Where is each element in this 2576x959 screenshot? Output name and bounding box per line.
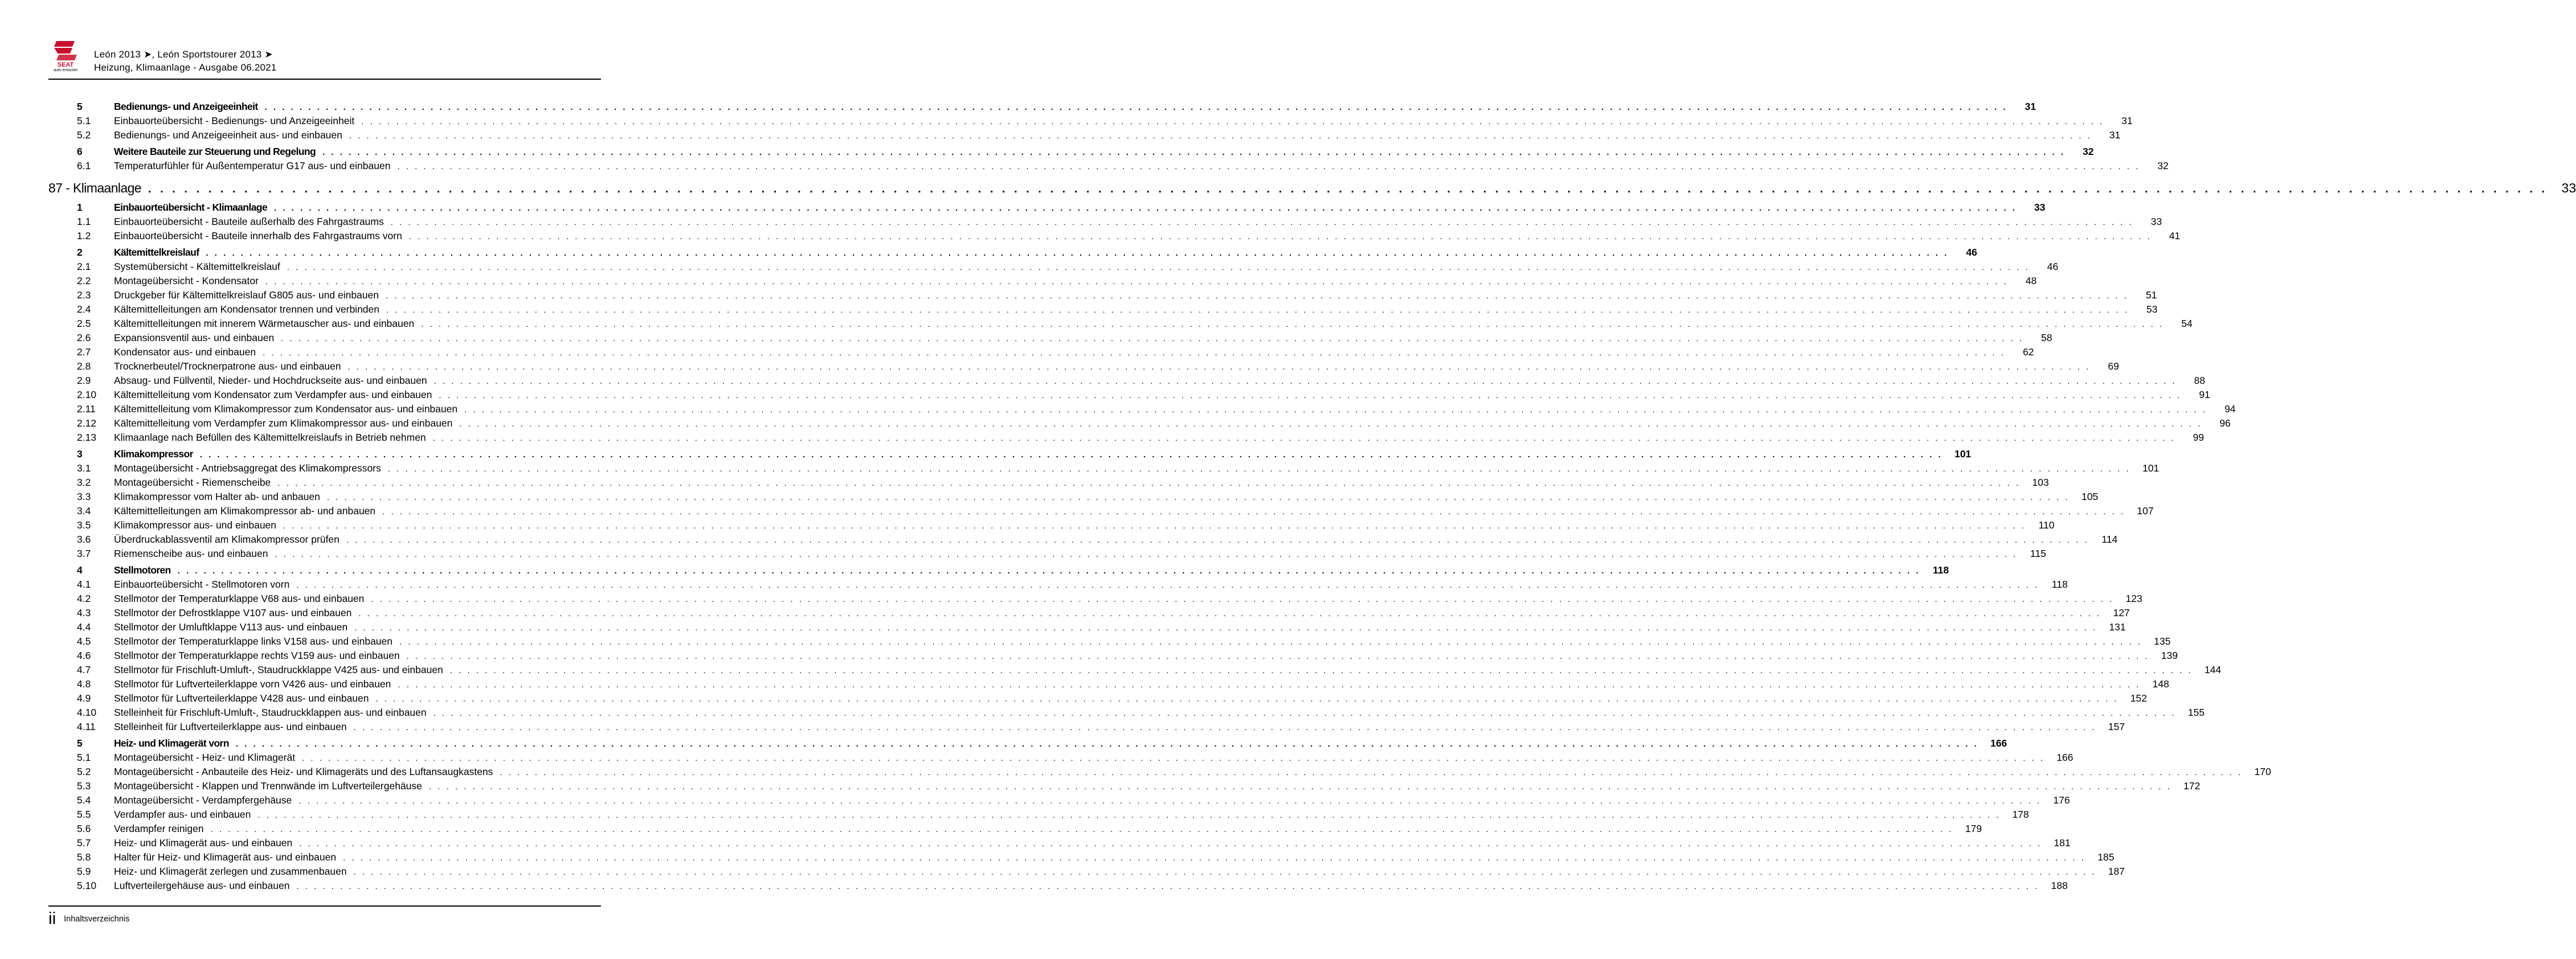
toc-entry-number: 4.10 [77, 707, 97, 718]
toc-entry[interactable] [48, 736, 2007, 751]
toc-entry-number: 4.1 [77, 579, 91, 590]
toc-entry-page: 118 [1932, 564, 1949, 576]
toc-leader-dots: . . . . . . . . . . . . . . . . . . . . . . . . . . . . . . . . . . . . . . . . . . . . . . . . . . . . . . . . . . . . . . . . . . . . . . . . . . . . . . . . . . . . . . . . . . . . . . . . . . . . . . . . . . . . . . . . . . . . . . . . . . . . . . . . . . . . . . . . . . . . . . . . . . . . . . . . . . . . . . . . . . . . . . . . . . . . . . . . . . . . . . . . . . . . . . . . . . . . . . . . [206, 248, 1949, 258]
toc-leader-dots: . . . . . . . . . . . . . . . . . . . . . . . . . . . . . . . . . . . . . . . . . . . . . . . . . . . . . . . . . . . . . . . . . . . . . . . . . . . . . . . . . . . . . . . . . . . . . . . . . . . . . . . . . . . . . . . . . . . . . . . . . . . . . . . . . . . . . . . . . . . . . . . . . . . . . . . . . . . . . . . . . . . . . . . . . . . . . . . . . . . . . . . . . . . . . . . . . . . . . . . . [385, 291, 2129, 301]
toc-entry-page: 135 [2154, 636, 2171, 647]
toc-entry-title: Kondensator aus- und einbauen [114, 346, 256, 358]
toc-entry-page: 46 [2047, 261, 2059, 272]
toc-leader-dots: . . . . . . . . . . . . . . . . . . . . . . . . . . . . . . . . . . . . . . . . . . . . . . . . . . . . . . . . . . . . . . . . . . . . . . . . . . . . . . . . . . . . . . . . . . . . . . . . . . . . . . . . . . . . . . . . . . . . . . . . . . . . . . . . . . . . . . . . . . . . . . . . . . . . . . . . . . . . . . . . . . . . . . . . . . . . . . . . . . . . . . . . . . . . . . . . . . . . . . . . [257, 810, 2001, 820]
toc-entry-number: 2.5 [77, 318, 91, 329]
toc-entry[interactable] [48, 751, 2074, 765]
toc-entry[interactable] [48, 345, 2034, 359]
toc-entry[interactable] [48, 836, 2071, 850]
toc-entry[interactable] [48, 577, 2068, 592]
footer-label: Inhaltsverzeichnis [64, 914, 130, 924]
toc-entry-page: 144 [2204, 664, 2222, 675]
toc-entry-title: Montageübersicht - Heiz- und Klimagerät [114, 752, 296, 763]
toc-entry-page: 152 [2130, 692, 2147, 704]
toc-entry[interactable] [48, 145, 2094, 159]
toc-entry-number: 3.7 [77, 548, 91, 559]
toc-entry-title: Stellmotor für Luftverteilerklappe vorn V426 aus- und einbauen [114, 678, 391, 690]
toc-entry-title: Absaug- und Füllventil, Nieder- und Hochdruckseite aus- und einbauen [114, 375, 427, 386]
toc-leader-dots: . . . . . . . . . . . . . . . . . . . . . . . . . . . . . . . . . . . . . . . . . . . . . . . . . . . . . . . . . . . . . . . . . . . . . . . . . . . . . . . . . . . . . . . . . . . . . . . . . . . . . . . . . . . . . . . . . . . . . . . . . . . . . . . . . . . . . . . . . . . . . . . . . . . . . . . . . . . . . . . . . . . . . . . . . . . . . . . . . . . . . . . . . . . . . . . . . . . . . . . . [177, 566, 1921, 576]
toc-entry[interactable] [48, 808, 2029, 822]
toc-entry-title: 87 - Klimaanlage [48, 181, 142, 195]
toc-entry-title: Montageübersicht - Kondensator [114, 275, 259, 286]
toc-entry-title: Halter für Heiz- und Klimagerät aus- und einbauen [114, 851, 337, 863]
toc-entry-number: 6 [77, 146, 83, 157]
toc-entry-number: 5.9 [77, 866, 91, 877]
toc-entry-number: 5.1 [77, 115, 91, 126]
toc-entry-number: 3 [77, 448, 83, 460]
toc-leader-dots: . . . . . . . . . . . . . . . . . . . . . . . . . . . . . . . . . . . . . . . . . . . . . . . . . . . . . . . . . . . . . . . . . . . . . . . . . . . . . . . . . . . . . . . . . . . . . . . . . . . . . . . . . . . . . . . . . . . . . . . . . . . . . . . . . . . . . . . . . . . . . . . . . . . . . . . . . . . . . . . . . . . . . . . . . . . . . . . . . . . . . . . . . . . . . . . . . . . . . . . . [428, 782, 2172, 792]
toc-leader-dots: . . . . . . . . . . . . . . . . . . . . . . . . . . . . . . . . . . . . . . . . . . . . . . . . . . . . . . . . . . . . . . . . . . . . . . . . . . . . . . . . . . . . . . . . . . . . . . . . . . . . . . . . . . . . . . . . . . . . . . . . . . . . . . . . . . . . . . . . . . . . . . . . . . . . . . . . . . . . . . . . . . . . . . . . . . . . . . . . . . . . . . . . . . . . . . . . . . . . . . . . [283, 521, 2026, 531]
toc-entry-title: Montageübersicht - Antriebsaggregat des Klimakompressors [114, 462, 381, 474]
toc-leader-dots: . . . . . . . . . . . . . . . . . . . . . . . . . . . . . . . . . . . . . . . . . . . . . . . . . . . . . . . . . . . . . . . . . . . . . . . . . . . . . . . . . . . . . . . . . . . . . . . . . . . . . . . . . . . . . . . . . . . . . . . . . . . . . . . . . . . . . . . . . . . . . . . . . . . . . . . . . . . . . . . . . . . . . . . . . . . . . . . . . . . . . . . . . . . . . . . . . . . . . . . . [406, 651, 2149, 661]
toc-entry-number: 4.6 [77, 650, 91, 661]
toc-entry[interactable] [48, 663, 2222, 677]
toc-entry[interactable] [48, 388, 2210, 402]
toc-entry-number: 2.13 [77, 432, 97, 443]
toc-entry-number: 1.2 [77, 230, 91, 241]
toc-entry[interactable] [48, 229, 2181, 243]
toc-entry-page: 139 [2161, 650, 2178, 661]
toc-entry-number: 2.11 [77, 403, 96, 415]
toc-entry-page: 33 [2034, 202, 2046, 213]
page-number: ii [48, 909, 56, 928]
table-of-contents [48, 97, 2576, 893]
toc-entry[interactable] [48, 331, 2052, 345]
toc-entry-page: 69 [2108, 360, 2119, 372]
toc-entry-page: 178 [2012, 809, 2029, 820]
toc-entry-number: 4.8 [77, 678, 91, 690]
toc-leader-dots: . . . . . . . . . . . . . . . . . . . . . . . . . . . . . . . . . . . . . . . . . . . . . . . . . . . . . . . . . . . . . . . . . . . . . . . . . . . . . . . . . . . . . . . . . . . . . . . . . . . . . . . . . . . . . . . . . . . . . . . . . . . . . . . . . . . . . . . . . . . . . . . . . . . . . . . . . . . . . . . . . . . . . . . . . . . . . . . . . . . . . . . . . . . . . . . . . . . . . . . . [322, 147, 2066, 157]
toc-entry-page: 131 [2109, 621, 2126, 633]
toc-leader-dots: . . . . . . . . . . . . . . . . . . . . . . . . . . . . . . . . . . . . . . . . . . . . . . . . . . . . . . . . . . . . . . . . . . . . . . . . . . . . . . . . . . . . . . . . . . . . . . . . . . . . . . . . . . . . . . . . . . . . . . . . . . . . . . . . . . . . . . . . . . . . . . . . . . . . . . . . . . . . . . . . . . . . . . . . . . . . . . . . . . . . . . . . . . . . . . . . . . . . . . . . [459, 419, 2202, 429]
toc-entry-number: 2 [77, 247, 83, 258]
toc-entry-page: 176 [2053, 794, 2070, 806]
toc-entry-page: 127 [2113, 607, 2130, 618]
logo-subtext: auto emoción [53, 68, 78, 72]
toc-entry-title: Einbauorteübersicht - Bedienungs- und Anzeigeeinheit [114, 115, 355, 126]
toc-entry-page: 31 [2121, 115, 2133, 126]
toc-entry-title: Kältemittelleitung vom Klimakompressor zum Kondensator aus- und einbauen [114, 403, 458, 415]
toc-entry-page: 185 [2097, 851, 2115, 863]
toc-entry-title: Stellmotor der Temperaturklappe V68 aus- und einbauen [114, 593, 365, 604]
toc-entry[interactable] [48, 114, 2133, 128]
toc-entry-page: 166 [2056, 752, 2074, 763]
toc-leader-dots: . . . . . . . . . . . . . . . . . . . . . . . . . . . . . . . . . . . . . . . . . . . . . . . . . . . . . . . . . . . . . . . . . . . . . . . . . . . . . . . . . . . . . . . . . . . . . . . . . . . . . . . . . . . . . . . . . . . . . . . . . . . . . . . . . . . . . . . . . . . . . . . . . . . . . . . . . . . . . . . . . . . . . . . . . . . . . . . . . . . . . . . . . . . . . . . . . . . . . . . . [500, 768, 2243, 777]
toc-entry-number: 1.1 [77, 216, 91, 227]
toc-leader-dots: . . . . . . . . . . . . . . . . . . . . . . . . . . . . . . . . . . . . . . . . . . . . . . . . . . . . . . . . . . . . . . . . . . . . . . . . . . . . . . . . . . . . . . . . . . . . . . . . . . . . . . . . . . . . . . . . . . . . . . . . . . . . . . . . . . . . . . . . . . . . . . . . . . . . . . . . . . . . . . . . . . . . . . . . . . . . . . . . . . . . . . . . . . . . . . . . . . . . . . . . [274, 203, 2017, 213]
toc-leader-dots: . . . . . . . . . . . . . . . . . . . . . . . . . . . . . . . . . . . . . . . . . . . . . . . . . . . . . . . . . . . . . . . . . . . . . . . . . . . . . . . . . . . . . . . . . . . . . . . . . . . . . . . . . . . . . . . . . . . . . . . . . . . . . . . . . . . . . . . . . . . . . . . . . . . . . . . . . . . . . . . . . . . . . . . . . . . . . . . . . . . . . . . . . . . . . . . . . . . . . . . . [433, 708, 2176, 718]
toc-entry-title: Riemenscheibe aus- und einbauen [114, 548, 268, 559]
toc-entry-page: 33 [2561, 181, 2576, 195]
toc-entry-page: 157 [2108, 721, 2125, 732]
toc-entry-number: 2.3 [77, 289, 91, 301]
toc-leader-dots: . . . . . . . . . . . . . . . . . . . . . . . . . . . . . . . . . . . . . . . . . . . . . . . . . . . . . . . . . . . . . . . . . . . . . . . . . . . . . . . . . . . . . . . . . . . . . . . . . . . . . . . . . . . . . . . . . . . . . . . . . . . . . . . . . . . . . . . . . . . . . . . . . . . . . . . . . . . . . . . . . . . . . . . . . . . . . . . . . . . . . . . . . . . . . . . . . . . . . . . . [361, 117, 2104, 126]
toc-entry-page: 170 [2254, 766, 2271, 777]
toc-entry-page: 96 [2219, 417, 2231, 429]
toc-entry[interactable] [48, 215, 2162, 229]
toc-entry-title: Expansionsventil aus- und einbauen [114, 332, 275, 343]
toc-entry[interactable] [48, 592, 2142, 606]
toc-entry-page: 181 [2054, 837, 2071, 849]
toc-entry-title: Einbauorteübersicht - Stellmotoren vorn [114, 579, 290, 590]
toc-entry-title: Einbauorteübersicht - Klimaanlage [114, 202, 268, 213]
toc-entry-page: 103 [2032, 477, 2049, 488]
toc-entry[interactable] [48, 159, 2169, 173]
toc-entry-title: Kältemittelleitung vom Kondensator zum Verdampfer aus- und einbauen [114, 389, 432, 400]
toc-entry-number: 4.4 [77, 621, 91, 633]
toc-leader-dots: . . . . . . . . . . . . . . . . . . . . . . . . . . . . . . . . . . . . . . . . . . . . . . . . . . . . . . . . . . . . . . . . . . . . . . . . . . . . . . . . . . . . . . . . . . . . . . . . . . . . . . . . . . . . . . . . . . . . . . . . . . . . . . . . . . . . . . . . . . . . . . . . . . . . . . . . . . . . . . . . . . . . . . . . . . . . . . . . . . . . . . . . . . . . . . . . . . . . . . . . [353, 723, 2096, 732]
toc-entry[interactable] [48, 359, 2119, 374]
toc-entry-number: 4.7 [77, 664, 91, 675]
toc-entry-page: 166 [1990, 737, 2007, 749]
toc-entry-page: 148 [2152, 678, 2169, 690]
toc-leader-dots: . . . . . . . . . . . . . . . . . . . . . . . . . . . . . . . . . . . . . . . . . . . . . . . . . . . . . . . . . . . . . . . . . . . . . . . . . . . . . . . . . . . . . . . . . . . . . . . . . . . . . . . . . . . . . . . . . . . . . . . . . . . . . . . . . . . . . . . . . . . . . . . . . . . . . . . . . . . . . . . . . . . . . . . . . . . . . . . . . . . . . . . . . . . . . . . . . . . . . . . . [343, 853, 2086, 863]
seat-logo [48, 40, 83, 72]
toc-entry-page: 91 [2199, 389, 2210, 400]
toc-entry[interactable] [48, 850, 2115, 864]
toc-entry-page: 118 [2051, 579, 2068, 590]
toc-leader-dots: . . . . . . . . . . . . . . . . . . . . . . . . . . . . . . . . . . . . . . . . . . . . . . . . . . . . . . . . . . . . . . . . . . . . . . . . . . . . . . . . . . . . . . . . . . . . . . . . . . . . . . . . . . . . . . . . . . . . . . . . . . . . . . . . . . . . . . . . . . . . . . . . . . . . . . . . . . . . . . . . . . . . . . . . . . . . . . . . . . . . . . . . . . . . . . . . . . . . . . . . [371, 595, 2114, 604]
toc-leader-dots: . . . . . . . . . . . . . . . . . . . . . . . . . . . . . . . . . . . . . . . . . . . . . . . . . . . . . . . . . . . . . . . . . . . . . . . . . . . . . . . . . . . . . . . . . . . . . . . . . . . . . . . . . . . . . . . . . . . . . . . . . . . . . . . . . . . . . . . . . . . . . . . . . . . . . . . . . . . . . . . . . . . . . . . . . . . . . . . . . . . . . . . . . . . . . . . . . . . . . . . . [265, 277, 2009, 286]
toc-entry-title: Druckgeber für Kältemittelkreislauf G805 aus- und einbauen [114, 289, 379, 301]
toc-entry-title: Temperaturfühler für Außentemperatur G17 aus- und einbauen [114, 160, 391, 171]
toc-entry-number: 3.5 [77, 519, 91, 531]
toc-leader-dots: . . . . . . . . . . . . . . . . . . . . . . . . . . . . . . . . . . . . . . . . . . . . . . . . . . . . . . . . . . . . . . . . . . . . . . . . . . . . . . . . . . . . . . . . . . . . . . . . . . . . . . . . . . . . . . . . . . . . . . . . . . . . . . . . . . . . . . . . . . . . . . . . . . . . . . . . . . . . . . . . . . . . . . . . . . . . . . . . . . . . . . . . . . . . . . . . . . . . . . . . [346, 535, 2090, 545]
toc-leader-dots: . . . . . . . . . . . . . . . . . . . . . . . . . . . . . . . . . . . . . . . . . . . . . . . . . . . . . . . . . . . . . . . . . . . . . . . . . . . . . . . . . . . . . . . . . . . . . . . . . . . . . . . . . . . . . . . . . . . . . . . . . . . . . . . . . . . . . . . . . . . . . . . . . . . . . . . . . . . . . . . . . . . . . . . . . . . . . . . . . . . . . . . . . . . . . . . . . . . . . . . . [299, 839, 2042, 849]
toc-entry-title: Stellmotoren [114, 564, 171, 576]
toc-entry[interactable] [48, 274, 2037, 288]
toc-entry[interactable] [48, 200, 2046, 215]
toc-leader-dots: . . . . . . . . . . . . . . . . . . . . . . . . . . . . . . . . . . . . . . . . . . . . . . . . . . . . . . . . . . . . . . . . . . . . . . . . . . . . . . . . . . . . . . . . . . . . . . . . . . . . . . . . . . . . . . . . . . . . . . . . . . . . . . . . . . . . . . . . . . . . . . . . . . . . . . . . . . . . . . . . . . . . . . . . . . . . . . . . . . . . . . . . . . . . . . . . . . . . . . . . [326, 493, 2070, 502]
toc-entry-number: 5.7 [77, 837, 91, 849]
toc-leader-dots: . . . . . . . . . . . . . . . . . . . . . . . . . . . . . . . . . . . . . . . . . . . . . . . . . . . . . . . . . . . . . . . . . . . . . . . . . . . . . . . . . . . . . . . . . . . . . . . . . . . . . . . . . . . . . . . . . . . . . . . . . . . . . . . . . . . . . . . . . . . . . . . . . . . . . . . . . . . . . . . . . . . . . . . . . . . . . . . . . . . . . . . . . . . . . . . . . . . . . . . . [296, 580, 2039, 590]
toc-entry-page: 46 [1966, 247, 1977, 258]
header-text [94, 48, 276, 74]
toc-entry-title: Stellmotor für Frischluft-Umluft-, Staudruckklappe V425 aus- und einbauen [114, 664, 443, 675]
toc-entry-number: 5 [77, 101, 83, 112]
toc-entry[interactable] [48, 547, 2046, 561]
toc-leader-dots: . . . . . . . . . . . . . . . . . . . . . . . . . . . . . . . . . . . . . . . . . . . . . . . . . . . . . . . . . . . . . . . . . . . . . . . . . . . . . . . . . . . . . . . . . . . . . . . . . . . . . . . . . . . . . . . . . . . . . . . . . . . . . . . . . . . . . . . . . . . . . . . . . . . . . . . . . . . . . . . . . . . . . . . . . . . . . . . . . . . . . . . . . . . . . . . . . . . . . . . . [434, 376, 2177, 386]
toc-entry-page: 110 [2038, 519, 2055, 531]
header-line-1: León 2013 ➤, León Sportstourer 2013 ➤ [94, 49, 273, 60]
toc-leader-dots: . . . . . . . . . . . . . . . . . . . . . . . . . . . . . . . . . . . . . . . . . . . . . . . . . . . . . . . . . . . . . . . . . . . . . . . . . . . . . . . . . . . . . . . . . . . . . . . . . . . . . . . . . . . . . . . . . . . . . . . . . . . . . . . . . . . . . . . . . . . . . . . . . . . . . . . . . . . . . . . . . . . . . . . . . . . . . . . . . . . . . . . . . . . . . . . . . . . . . . . . [275, 550, 2018, 559]
toc-entry-title: Montageübersicht - Anbauteile des Heiz- und Klimageräts und des Luftansaugkastens [114, 766, 493, 777]
toc-entry-number: 2.12 [77, 417, 97, 429]
toc-entry-title: Luftverteilergehäuse aus- und einbauen [114, 880, 290, 891]
toc-leader-dots: . . . . . . . . . . . . . . . . . . . . . . . . . . . . . . . . . . . . . . . . . . . . . . . . . . . . . . . . . . . . . . . . . . . . . . . . . . . . . . . . . . . . . . . . . . . . . . . . . . . . . . . . . . . . . . . . . . . . . . . . . . . . . . . . . . . . . . . . . . . . . . . . . . . . . . . . . . . . . . . . . . . . . . . . . . . . . . . . . . . . . . . . . . . . . . . . . . . . . . . . [264, 103, 2007, 112]
toc-entry-number: 6.1 [77, 160, 91, 171]
toc-entry-number: 2.2 [77, 275, 91, 286]
toc-entry[interactable] [48, 793, 2070, 808]
toc-leader-dots: . . . . . . . . . . . . . . . . . . . . . . . . . . . . . . . . . . . . . . . . . . . . . . . . . . . . . . . . . . . . . . . . . . . . . . . . . . . . . . . . . . . . . . . . . . . . . . . . . . . . . . . . . . . . . . . . . . . . . . . . . . . . . . . . . . . . . . . . . . . . . . . . . . . . . . . . . . . . . . . . . . . . . . . . . . . . . . . . . . . . . . . . . . . . . . . . . . . . . . . . [296, 882, 2039, 891]
toc-entry-title: Montageübersicht - Riemenscheibe [114, 477, 271, 488]
toc-entry-title: Heiz- und Klimagerät zerlegen und zusammenbauen [114, 866, 347, 877]
toc-entry-title: Montageübersicht - Klappen und Trennwände im Luftverteilergehäuse [114, 780, 422, 792]
toc-entry[interactable] [48, 706, 2205, 720]
toc-entry-title: Heiz- und Klimagerät aus- und einbauen [114, 837, 293, 849]
toc-entry-page: 99 [2193, 432, 2204, 443]
toc-entry-number: 5.4 [77, 794, 91, 806]
toc-entry[interactable] [48, 532, 2118, 547]
toc-entry-page: 31 [2109, 129, 2121, 141]
toc-leader-dots: . . . . . . . . . . . . . . . . . . . . . . . . . . . . . . . . . . . . . . . . . . . . . . . . . . . . . . . . . . . . . . . . . . . . . . . . . . . . . . . . . . . . . . . . . . . . . . . . . . . . . . . . . . . . . . . . . . . . . . . . . . . . . . . . . . . . . . . . . . . . . . . . . . . . . . . . . . . . . . . . . . . . . . . . . . . . . . . . . . . . . . . . . . . . . . . . . . . . . . . . [421, 319, 2164, 329]
logo-text: SEAT [57, 62, 74, 68]
toc-leader-dots: . . . . . . . . . . . . . . . . . . . . . . . . . . . . . . . . . . . . . . . . . . . . . . . . . . . . . . . . . . . . . . . . . . . . . . . . . . . . . . . . . . . . . . . . . . . . . . . . . . . . . . . . . . . . . . . . . . . . . . . . . . . . . . . . . . . . . . . . . . . . . . . . . . . . . . . . . . . . . . . . . . . . . . . . . . . . . . . . . . . . . . . . . . . . . . . . . . . . . . . . [349, 131, 2092, 141]
toc-leader-dots: . . . . . . . . . . . . . . . . . . . . . . . . . . . . . . . . . . . . . . . . . . . . . . . . . . . . . . . . . . . . . . . . . . . . . . . . . . . . . . . . . . . . . . . . . . . . . . . . . . . . . . . . . . . . . . . . . . . . . . . . . . . . . . . . . . . . . . . . . . . . . . . . . . . . . . . . . . . . . . . . . . . . . . . . . . . . . . . . . . . . . . . . . . . . . . . . . . . . . . . . [347, 362, 2091, 372]
toc-leader-dots: . . . . . . . . . . . . . . . . . . . . . . . . . . . . . . . . . . . . . . . . . . . . . . . . . . . . . . . . . . . . . . . . . . . . . . . . . . . . . . . . . . . . . . . . . . . . . . . . . . . . . . . . . . . . . . . . . . . . . . . . . . . . . . . . . . . . . . . . . . . . . . . . . . . . . . . . . . . . . . . . . . . . . . . . . . . . . . . . . . . . . . . . . . . . . . . . . . . . . . . . [235, 739, 1979, 749]
toc-entry[interactable] [48, 402, 2236, 416]
toc-leader-dots: . . . . . . . . . . . . . . . . . . . . . . . . . . . . . . . . . . . . . . . . . . . . . . . . . . . . . . . . . . . . . . . . . . . . . . . . . . . . . . . . . . . . . . . . . . . . . . . . . . . . . . . . . . . . . . . . . . . . . . . . . . . . . . . . . . . . . . . . . . . . . . . . . . . . . . . . . . . . . . . . . . . . . . . . . . . . . . . . . . . . . . . . . . . . . . . . . . . . . . . . [199, 450, 1943, 460]
toc-entry-number: 2.7 [77, 346, 91, 358]
toc-entry-title: Bedienungs- und Anzeigeeinheit aus- und einbauen [114, 129, 342, 141]
toc-entry-page: 179 [1965, 823, 1982, 834]
toc-entry-number: 3.3 [77, 491, 91, 502]
toc-entry-title: Stellmotor der Temperaturklappe links V158 aus- und einbauen [114, 636, 393, 647]
toc-entry[interactable] [48, 317, 2193, 331]
toc-entry-page: 32 [2082, 146, 2094, 157]
toc-leader-dots: . . . . . . . . . . . . . . . . . . . . . . . . . . . . . . . . . . . . . . . . . . . . . . . . . . . . . . . . . . . . . . . . . . . . . . . . . . . . . . . . . . . . . . . . . . . . . . . . . . . . . . . . . . . . . . . . . . . . . . . . . . . . . . . . . . . . . . . . . . . . . . . . . . . . . . . . . . . . . . . . . . . . . . . . . . . . . . . . . . . . . . . . . . . . . . . . . . . . . . . . [299, 796, 2042, 806]
toc-entry-page: 53 [2146, 304, 2158, 315]
toc-entry-page: 123 [2125, 593, 2142, 604]
toc-entry[interactable] [48, 461, 2160, 476]
toc-leader-dots: . . . . . . . . . . . . . . . . . . . . . . . . . . . . . . . . . . . . . . . . . . . . . . . . . . . . . . . . . . . . . . . . . . . . . . . . . . . . . . . . . . . . . . . . . . . . . . . . . . . . . . . . . . . . . . . . . . . . . . . . . . . . . . . . . . . . . . . . . . . . . . . . . . . . . . . . . . . . . . . . . . . . . . . . . . . . . . . . . . . . . . . . . . . . . . . . . . . . . . . . [449, 666, 2193, 675]
toc-entry-page: 172 [2184, 780, 2201, 792]
toc-entry[interactable] [48, 245, 1977, 260]
toc-entry-title: Klimakompressor aus- und einbauen [114, 519, 277, 531]
toc-entry[interactable] [48, 822, 1982, 836]
toc-entry[interactable] [48, 606, 2130, 620]
toc-entry-title: Weitere Bauteile zur Steuerung und Regelung [114, 146, 316, 157]
toc-entry[interactable] [48, 128, 2121, 142]
toc-leader-dots: . . . . . . . . . . . . . . . . . . . . . . . . . . . . . . . . . . . . . . . . . . . . . . . . . . . . . . . . . . . . . . . . . . . . . . . . . . . . . . . . . . . . . . . . . . . . . . . . . . . . . . . . . . . . . . . . . . . . . . . . . . . . . . . . . . . . . . . . . . . . . . . . . . . . . . . . . . . . . . . . . . . . . . . . . . . . . . . . . . . . . . . . . . . . . . . . . . . . . . . . [287, 263, 2030, 272]
toc-entry-number: 4.11 [77, 721, 96, 732]
toc-leader-dots: . . . . . . . . . . . . . . . . . . . . . . . . . . . . . . . . . . . . . . . . . . . . . . . . . . . . . . . . . . . . . . . . . . . . . . . . . . . . . . . . . . . . . . . . . . . . . . . . . . . . . . . . . . . . . . . . . . . . . . . . . . . . . . . . . . . . . . . . . . . . . . . . . . . . . . . . . . . . . . . . . . . . . . . . . . . . . . . . . . . . . . . . . . . . . . . . . . . . . . . . [439, 391, 2182, 400]
toc-entry-number: 3.4 [77, 505, 91, 517]
toc-entry[interactable] [48, 100, 2036, 114]
toc-entry-title: Klimakompressor vom Halter ab- und anbauen [114, 491, 320, 502]
header-divider [48, 79, 601, 80]
toc-entry-page: 101 [2142, 462, 2160, 474]
toc-entry-number: 2.9 [77, 375, 91, 386]
toc-entry-number: 5.6 [77, 823, 91, 834]
seat-logo-icon [48, 40, 83, 72]
toc-entry-title: Überdruckablassventil am Klimakompressor prüfen [114, 534, 340, 545]
toc-entry-page: 62 [2022, 346, 2034, 358]
toc-entry-page: 115 [2030, 548, 2046, 559]
toc-leader-dots: . . . . . . . . . . . . . . . . . . . . . . . . . . . . . . . . . . . . . . . . . . . . . . . . . . . . . . . . . . . . . . . . . . . . . . . . . . . . . . . . . . . . . . . . . . . . . . . . . . . . . . . . . . . . . . . . . . . . . . . . . . . . . . . . . . . . . . . . . . . . . . . . . . . . . . . . . . . . . . . . . . . . . . . . . . . . . . . . . . . . . . . . . . . . . . . . . . . . . . . . [263, 348, 2006, 358]
toc-entry-number: 3.2 [77, 477, 91, 488]
toc-entry-number: 2.4 [77, 304, 91, 315]
toc-entry-number: 4.2 [77, 593, 91, 604]
toc-leader-dots: . . . . . . . . . . . . . . . . . . . . . . . . . . . . . . . . . . . . . . . . . . . . . . . . . . . . . . . . . . . . . . . . . . . . . . . . . . . . . . . . . . . . . . . . . . . . . . . . . . . . . . . . . . . . . . . . . . . . . . . . . . . . . . . . . . . . . . . . . . . . . . . . . . . . . . . . . . . . . . . . . . . . . . . . . . . . . . . . . . . . . . . . . . . . . . . . . . . . . . . . [375, 694, 2119, 704]
toc-entry-number: 4.9 [77, 692, 91, 704]
toc-entry-number: 1 [77, 202, 83, 213]
toc-entry-title: Kältemittelleitung vom Verdampfer zum Klimakompressor aus- und einbauen [114, 417, 453, 429]
toc-entry-page: 88 [2194, 375, 2205, 386]
toc-entry-title: Klimakompressor [114, 448, 193, 460]
toc-entry-title: Kältemittelkreislauf [114, 247, 199, 258]
toc-entry[interactable] [48, 260, 2059, 274]
toc-entry[interactable] [48, 431, 2204, 445]
toc-entry-number: 2.6 [77, 332, 91, 343]
toc-entry[interactable] [48, 178, 2576, 198]
toc-entry-page: 107 [2137, 505, 2154, 517]
toc-entry-page: 31 [2025, 101, 2036, 112]
toc-entry[interactable] [48, 490, 2099, 504]
toc-entry[interactable] [48, 691, 2147, 706]
toc-leader-dots: . . . . . . . . . . . . . . . . . . . . . . . . . . . . . . . . . . . . . . . . . . . . . . . . . . . . . . . . . . . . . . . . . . . . . . . . . . . . . . . . . . . . . . . . . . . . . . . . . . . . . . . . . . . . . . . . . . . . . . . . . . . . . . . . . . . . . . . . . . . . . . . . . . . . . . . . . . . . . . . . . . . . . . . . . . . . . . . . . . . . . . . . . . . . . . . . . . . . . . . . [387, 464, 2131, 474]
toc-entry-page: 105 [2081, 491, 2099, 502]
toc-entry-title: Heiz- und Klimagerät vorn [114, 737, 229, 749]
toc-entry-page: 58 [2041, 332, 2052, 343]
toc-entry-title: Stellmotor für Luftverteilerklappe V428 aus- und einbauen [114, 692, 369, 704]
footer-divider [48, 905, 601, 907]
toc-entry-page: 114 [2101, 534, 2118, 545]
toc-entry[interactable] [48, 374, 2205, 388]
toc-leader-dots: . . . . . . . . . . . . . . . . . . . . . . . . . . . . . . . . . . . . . . . . . . . . . . . . . . . . . . . . . . . . . . . . . . . . . . . . . . . . . . . . . . . . . . . . . . . . . . . . . . . . . . . . . . . . . . . . . . . . . . . . . . . . . . . . . . . . . . . . . . . . . . . . . . . . . . . . . . . . . . . . . . . . . . . . . . . . . . . . . . . . . . . . . . . . . . . . . . . . . . . . [408, 232, 2152, 241]
toc-entry-page: 187 [2108, 866, 2125, 877]
toc-entry-number: 2.8 [77, 360, 91, 372]
toc-leader-dots: . . . . . . . . . . . . . . . . . . . . . . . . . . . . . . . . . . . . . . . . . . . . . . . . . . . . . . . . . . . . . . . . . . . . . . . . . . . . . . . . . . . . . . . . . . . . . . . . . . . . . . . . . . . . . . . . . . . . . . . . . . . . . . . . . . . . . . . . . . . . . . . . . . . . . . . . . . . . . . . . . . . . . . . . . . . . . . . . . . . . . . . . . . . . . . . . . . . . . . . . [354, 623, 2097, 633]
toc-entry-number: 4.3 [77, 607, 91, 618]
toc-leader-dots: . . . . . . . . . . . . . . . . . . . . . . . . . . . . . . . . . . . . . . . . . . . . . . . . . . . . . . . . . . . . . . . . . . . . . . . . . . . . . . . . . . . . . . . . . . . . . . . . . . . . . . . . . . . . . . . . . . . . . . . . . . . . . . . . . . . . . . . . . . . . . . . . . . . . . . . . . . . . . . . . . . . . . . . . . . . . . . . . . . . . . . . . . . . . . . . . . . . . . . . . [302, 753, 2045, 763]
toc-entry[interactable] [48, 447, 1972, 461]
toc-leader-dots: . . . . . . . . . . . . . . . . . . . . . . . . . . . . . . . . . . . . . . . . . . . . . . . . . . . . . . . . . . . . . . . . . . . . . . . . . . . . . . . . . . . . . . . . . . . . . . . . . . . . . . . . . . . . . . . . . . . . . . . . . . . . . . . . . . . . . . . . . . . . . . . . . . . . . . . . . . . . . . . . . . . . . . . . . . . . . . . . . . . . . . . . . . . . . . . . . . . . . . . . [281, 334, 2024, 343]
page-footer [48, 909, 129, 929]
toc-entry[interactable] [48, 779, 2201, 793]
toc-entry[interactable] [48, 620, 2126, 634]
toc-entry-page: 101 [1954, 448, 1972, 460]
toc-entry-title: Kältemittelleitungen mit innerem Wärmetauscher aus- und einbauen [114, 318, 415, 329]
toc-entry-title: Kältemittelleitungen am Kondensator trennen und verbinden [114, 304, 380, 315]
toc-entry-number: 4 [77, 564, 83, 576]
page-header [48, 40, 601, 80]
toc-entry-page: 48 [2025, 275, 2037, 286]
toc-entry-number: 5.5 [77, 809, 91, 820]
toc-entry-number: 5.1 [77, 752, 91, 763]
toc-leader-dots: . . . . . . . . . . . . . . . . . . . . . . . . . . . . . . . . . . . . . . . . . . . . . . . . . . . . . . . . . . . . . . . . . . . . . . . . . . . . . . . . . . . . . . . . . . . . . . . . . . . . . . . . . . . . . . . . . . . . . . . . . . . . . . . . . . . . . . . . . . . . . . . . . . . . . . . . . . . . . . . . . . . . . . . . . . . . . . . . . . . . . . . . . . . . . . . . . . . . . . . . [386, 305, 2129, 315]
toc-entry-number: 5 [77, 737, 83, 749]
toc-entry-title: Stelleinheit für Frischluft-Umluft-, Staudruckklappen aus- und einbauen [114, 707, 427, 718]
toc-entry[interactable] [48, 864, 2125, 879]
toc-entry[interactable] [48, 649, 2178, 663]
toc-entry-title: Systemübersicht - Kältemittelkreislauf [114, 261, 280, 272]
toc-entry[interactable] [48, 504, 2154, 518]
toc-leader-dots: . . . . . . . . . . . . . . . . . . . . . . . . . . . . . . . . . . . . . . . . . . . . . . . . . . . . . . . . . . . . . . . . . . . . . . . . . . . . . . . . . . . . . . . . . . . . . . . . . . . . . . . . . . . . . . . . . . . . . . . . . . . . . . . . . . . . . . . . . . . . . . . . . . . . . . . . . . . . . . . . . . . . . . . . . . . . . . . . . . . . . . . . . . . . . . . . . . . . . . . . [148, 183, 2548, 195]
toc-entry-title: Stelleinheit für Luftverteilerklappe aus- und einbauen [114, 721, 347, 732]
toc-entry-page: 54 [2181, 318, 2193, 329]
toc-entry-number: 2.1 [77, 261, 91, 272]
toc-leader-dots: . . . . . . . . . . . . . . . . . . . . . . . . . . . . . . . . . . . . . . . . . . . . . . . . . . . . . . . . . . . . . . . . . . . . . . . . . . . . . . . . . . . . . . . . . . . . . . . . . . . . . . . . . . . . . . . . . . . . . . . . . . . . . . . . . . . . . . . . . . . . . . . . . . . . . . . . . . . . . . . . . . . . . . . . . . . . . . . . . . . . . . . . . . . . . . . . . . . . . . . . [397, 162, 2140, 171]
toc-entry-title: Bedienungs- und Anzeigeeinheit [114, 101, 258, 112]
toc-entry[interactable] [48, 302, 2158, 317]
toc-leader-dots: . . . . . . . . . . . . . . . . . . . . . . . . . . . . . . . . . . . . . . . . . . . . . . . . . . . . . . . . . . . . . . . . . . . . . . . . . . . . . . . . . . . . . . . . . . . . . . . . . . . . . . . . . . . . . . . . . . . . . . . . . . . . . . . . . . . . . . . . . . . . . . . . . . . . . . . . . . . . . . . . . . . . . . . . . . . . . . . . . . . . . . . . . . . . . . . . . . . . . . . . [358, 609, 2101, 618]
toc-entry[interactable] [48, 288, 2157, 302]
toc-leader-dots: . . . . . . . . . . . . . . . . . . . . . . . . . . . . . . . . . . . . . . . . . . . . . . . . . . . . . . . . . . . . . . . . . . . . . . . . . . . . . . . . . . . . . . . . . . . . . . . . . . . . . . . . . . . . . . . . . . . . . . . . . . . . . . . . . . . . . . . . . . . . . . . . . . . . . . . . . . . . . . . . . . . . . . . . . . . . . . . . . . . . . . . . . . . . . . . . . . . . . . . . [390, 218, 2134, 227]
toc-entry-number: 2.10 [77, 389, 97, 400]
toc-leader-dots: . . . . . . . . . . . . . . . . . . . . . . . . . . . . . . . . . . . . . . . . . . . . . . . . . . . . . . . . . . . . . . . . . . . . . . . . . . . . . . . . . . . . . . . . . . . . . . . . . . . . . . . . . . . . . . . . . . . . . . . . . . . . . . . . . . . . . . . . . . . . . . . . . . . . . . . . . . . . . . . . . . . . . . . . . . . . . . . . . . . . . . . . . . . . . . . . . . . . . . . . [432, 433, 2176, 443]
toc-entry-title: Kältemittelleitungen am Klimakompressor ab- und anbauen [114, 505, 376, 517]
toc-entry-page: 32 [2157, 160, 2169, 171]
toc-leader-dots: . . . . . . . . . . . . . . . . . . . . . . . . . . . . . . . . . . . . . . . . . . . . . . . . . . . . . . . . . . . . . . . . . . . . . . . . . . . . . . . . . . . . . . . . . . . . . . . . . . . . . . . . . . . . . . . . . . . . . . . . . . . . . . . . . . . . . . . . . . . . . . . . . . . . . . . . . . . . . . . . . . . . . . . . . . . . . . . . . . . . . . . . . . . . . . . . . . . . . . . . [277, 478, 2021, 488]
toc-leader-dots: . . . . . . . . . . . . . . . . . . . . . . . . . . . . . . . . . . . . . . . . . . . . . . . . . . . . . . . . . . . . . . . . . . . . . . . . . . . . . . . . . . . . . . . . . . . . . . . . . . . . . . . . . . . . . . . . . . . . . . . . . . . . . . . . . . . . . . . . . . . . . . . . . . . . . . . . . . . . . . . . . . . . . . . . . . . . . . . . . . . . . . . . . . . . . . . . . . . . . . . . [353, 867, 2096, 877]
toc-entry-number: 5.10 [77, 880, 97, 891]
toc-entry[interactable] [48, 476, 2049, 490]
toc-entry-title: Stellmotor der Defrostklappe V107 aus- und einbauen [114, 607, 352, 618]
toc-entry-page: 41 [2169, 230, 2181, 241]
toc-entry[interactable] [48, 416, 2231, 431]
toc-entry-number: 3.6 [77, 534, 91, 545]
toc-leader-dots: . . . . . . . . . . . . . . . . . . . . . . . . . . . . . . . . . . . . . . . . . . . . . . . . . . . . . . . . . . . . . . . . . . . . . . . . . . . . . . . . . . . . . . . . . . . . . . . . . . . . . . . . . . . . . . . . . . . . . . . . . . . . . . . . . . . . . . . . . . . . . . . . . . . . . . . . . . . . . . . . . . . . . . . . . . . . . . . . . . . . . . . . . . . . . . . . . . . . . . . . [398, 680, 2141, 690]
toc-entry-title: Verdampfer aus- und einbauen [114, 809, 251, 820]
toc-entry-title: Einbauorteübersicht - Bauteile innerhalb des Fahrgastraums vorn [114, 230, 402, 241]
toc-entry-title: Stellmotor der Temperaturklappe rechts V159 aus- und einbauen [114, 650, 400, 661]
toc-leader-dots: . . . . . . . . . . . . . . . . . . . . . . . . . . . . . . . . . . . . . . . . . . . . . . . . . . . . . . . . . . . . . . . . . . . . . . . . . . . . . . . . . . . . . . . . . . . . . . . . . . . . . . . . . . . . . . . . . . . . . . . . . . . . . . . . . . . . . . . . . . . . . . . . . . . . . . . . . . . . . . . . . . . . . . . . . . . . . . . . . . . . . . . . . . . . . . . . . . . . . . . . [382, 507, 2125, 517]
toc-entry-title: Klimaanlage nach Befüllen des Kältemittelkreislaufs in Betrieb nehmen [114, 432, 426, 443]
toc-entry[interactable] [48, 765, 2271, 779]
toc-entry-number: 4.5 [77, 636, 91, 647]
toc-entry-number: 5.8 [77, 851, 91, 863]
toc-leader-dots: . . . . . . . . . . . . . . . . . . . . . . . . . . . . . . . . . . . . . . . . . . . . . . . . . . . . . . . . . . . . . . . . . . . . . . . . . . . . . . . . . . . . . . . . . . . . . . . . . . . . . . . . . . . . . . . . . . . . . . . . . . . . . . . . . . . . . . . . . . . . . . . . . . . . . . . . . . . . . . . . . . . . . . . . . . . . . . . . . . . . . . . . . . . . . . . . . . . . . . . . [399, 637, 2142, 647]
toc-entry[interactable] [48, 677, 2169, 691]
toc-entry-number: 5.3 [77, 780, 91, 792]
toc-entry[interactable] [48, 518, 2055, 532]
toc-entry[interactable] [48, 634, 2171, 649]
toc-entry-page: 51 [2145, 289, 2157, 301]
toc-entry-title: Trocknerbeutel/Trocknerpatrone aus- und einbauen [114, 360, 341, 372]
toc-leader-dots: . . . . . . . . . . . . . . . . . . . . . . . . . . . . . . . . . . . . . . . . . . . . . . . . . . . . . . . . . . . . . . . . . . . . . . . . . . . . . . . . . . . . . . . . . . . . . . . . . . . . . . . . . . . . . . . . . . . . . . . . . . . . . . . . . . . . . . . . . . . . . . . . . . . . . . . . . . . . . . . . . . . . . . . . . . . . . . . . . . . . . . . . . . . . . . . . . . . . . . . . [464, 405, 2207, 415]
toc-entry-page: 155 [2187, 707, 2205, 718]
toc-entry-title: Einbauorteübersicht - Bauteile außerhalb des Fahrgastraums [114, 216, 384, 227]
toc-entry-title: Verdampfer reinigen [114, 823, 204, 834]
toc-entry-title: Stellmotor der Umluftklappe V113 aus- und einbauen [114, 621, 348, 633]
toc-entry-title: Montageübersicht - Verdampfergehäuse [114, 794, 292, 806]
toc-entry-number: 3.1 [77, 462, 91, 474]
toc-entry-page: 188 [2051, 880, 2068, 891]
toc-entry-page: 94 [2224, 403, 2236, 415]
toc-entry[interactable] [48, 720, 2125, 734]
toc-entry-page: 33 [2150, 216, 2162, 227]
header-line-2: Heizung, Klimaanlage - Ausgabe 06.2021 [94, 62, 277, 73]
toc-entry-number: 5.2 [77, 766, 91, 777]
toc-entry-number: 5.2 [77, 129, 91, 141]
toc-entry[interactable] [48, 563, 1949, 577]
toc-entry[interactable] [48, 879, 2068, 893]
toc-leader-dots: . . . . . . . . . . . . . . . . . . . . . . . . . . . . . . . . . . . . . . . . . . . . . . . . . . . . . . . . . . . . . . . . . . . . . . . . . . . . . . . . . . . . . . . . . . . . . . . . . . . . . . . . . . . . . . . . . . . . . . . . . . . . . . . . . . . . . . . . . . . . . . . . . . . . . . . . . . . . . . . . . . . . . . . . . . . . . . . . . . . . . . . . . . . . . . . . . . . . . . . . [210, 825, 1953, 834]
